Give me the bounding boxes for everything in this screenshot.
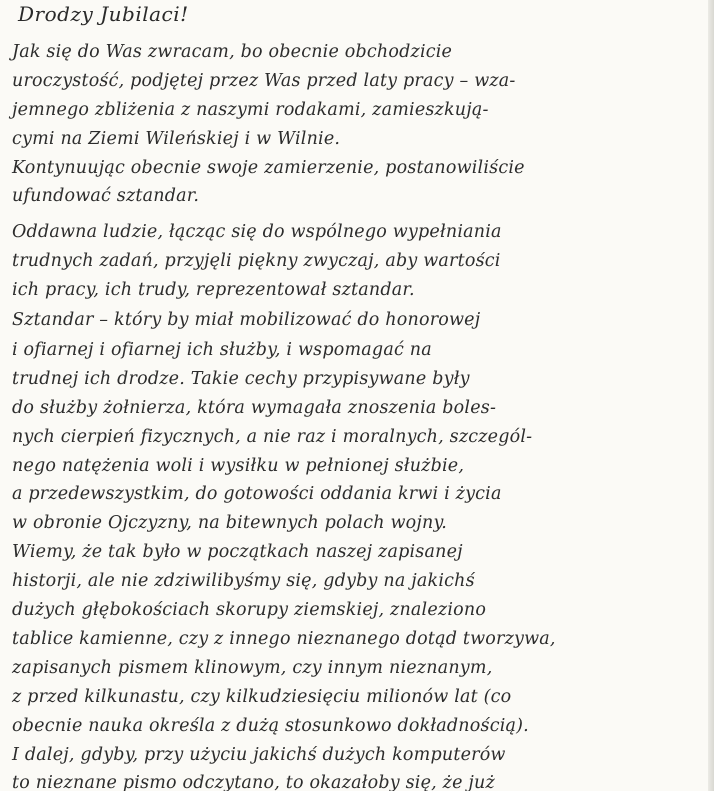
letter-line: nych cierpień fizycznych, a nie raz i moralnych, szczegól-	[12, 427, 533, 447]
letter-line: i ofiarnej i ofiarnej ich służby, i wspomagać na	[12, 340, 432, 360]
letter-line: w obronie Ojczyzny, na bitewnych polach wojny.	[12, 513, 447, 533]
letter-line: obecnie nauka określa z dużą stosunkowo dokładnością).	[12, 716, 529, 736]
letter-line: do służby żołnierza, która wymagała znoszenia boles-	[12, 398, 497, 418]
letter-line: uroczystość, podjętej przez Was przed laty pracy – wza-	[12, 71, 516, 91]
letter-line: cymi na Ziemi Wileńskiej i w Wilnie.	[12, 129, 341, 149]
letter-line: jemnego zbliżenia z naszymi rodakami, zamieszkują-	[12, 100, 489, 120]
letter-line: tablice kamienne, czy z innego nieznanego dotąd tworzywa,	[12, 629, 556, 649]
letter-line: I dalej, gdyby, przy użyciu jakichś dużych komputerów	[12, 745, 506, 765]
letter-line: zapisanych pismem klinowym, czy innym nieznanym,	[12, 658, 493, 678]
letter-line: Kontynuując obecnie swoje zamierzenie, postanowiliście	[12, 158, 525, 178]
letter-line: ich pracy, ich trudy, reprezentował sztandar.	[12, 280, 415, 300]
letter-line: ufundować sztandar.	[12, 186, 200, 206]
letter-line: historji, ale nie zdziwilibyśmy się, gdyby na jakichś	[12, 571, 475, 591]
letter-line: Oddawna ludzie, łącząc się do wspólnego wypełniania	[12, 222, 502, 242]
letter-line: nego natężenia woli i wysiłku w pełnionej służbie,	[12, 456, 465, 476]
letter-line: Wiemy, że tak było w początkach naszej zapisanej	[12, 542, 463, 562]
page-edge	[708, 0, 714, 791]
letter-line: Sztandar – który by miał mobilizować do honorowej	[12, 310, 481, 330]
letter-line: z przed kilkunastu, czy kilkudziesięciu milionów lat (co	[12, 687, 512, 707]
letter-line: Jak się do Was zwracam, bo obecnie obchodzicie	[12, 42, 453, 62]
letter-line: to nieznane pismo odczytano, to okazałoby się, że już	[12, 773, 495, 791]
letter-line: trudnych zadań, przyjęli piękny zwyczaj, aby wartości	[12, 251, 501, 271]
letter-line: dużych głębokościach skorupy ziemskiej, znaleziono	[12, 600, 487, 620]
letter-line: a przedewszystkim, do gotowości oddania krwi i życia	[12, 484, 502, 504]
letter-line: trudnej ich drodze. Takie cechy przypisywane były	[12, 369, 470, 389]
letter-greeting: Drodzy Jubilaci!	[18, 2, 189, 26]
